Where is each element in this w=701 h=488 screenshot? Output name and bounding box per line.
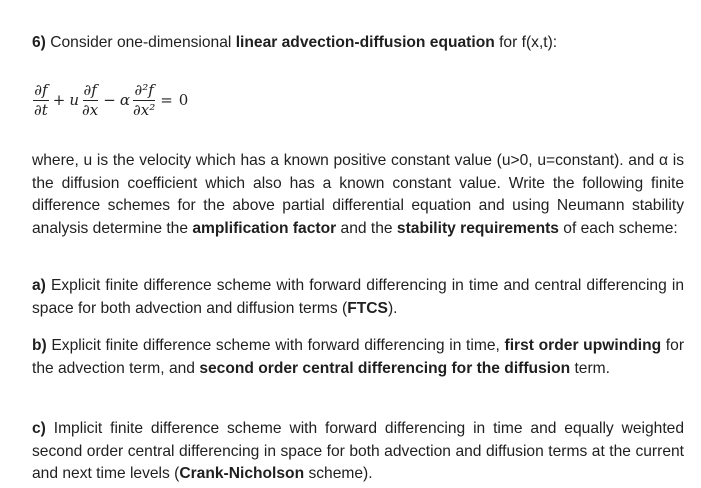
crank-nicholson-term: Crank-Nicholson <box>179 465 305 482</box>
question-intro <box>32 32 684 55</box>
part-a: a) Explicit finite difference scheme with forward differencing in time and central differencing in space for both advection and diffusion terms (FTCS). <box>32 277 684 317</box>
part-b-label: b) <box>32 337 47 354</box>
equation-rhs: 0 <box>178 91 189 109</box>
part-b: b) Explicit finite difference scheme with forward differencing in time, first order upwinding for the advection term, and second order central differencing for the diffusion term. <box>32 337 685 377</box>
advection-diffusion-equation <box>32 76 191 124</box>
alpha-symbol: α <box>119 91 130 109</box>
central-differencing-term: second order central differencing for the diffusion <box>199 359 571 377</box>
question-number: 6) <box>32 34 46 51</box>
upwinding-term: first order upwinding <box>504 337 662 354</box>
problem-description: where, u is the velocity which has a known positive constant value (u>0, u=constant). and α is the diffusion coefficient which also has a known constant value. Write the following finite difference schemes for the above partial differential equation and using Neumann stability analysis determine the amplification factor and the stability requirements of each scheme: <box>32 152 684 237</box>
stability-requirements-term: stability requirements <box>396 219 559 237</box>
minus-sign: − <box>103 91 116 109</box>
ftcs-term: FTCS <box>347 299 388 317</box>
second-space-derivative: $\frac{\text{∂²f}}{\text{∂x²}}$ <box>132 80 156 119</box>
question-text-end: for f(x,t): <box>494 34 558 51</box>
equation-name: linear advection-diffusion equation <box>235 34 495 51</box>
part-a-label: a) <box>32 277 46 294</box>
time-derivative: $\frac{\partial f}{\partial t}$ <box>34 80 48 119</box>
part-c: c) Implicit finite difference scheme with forward differencing in time and equally weighted second order central differencing in space for both advection and diffusion terms at the current and next time levels (Crank-Nicholson scheme). <box>32 420 684 482</box>
space-derivative: $\frac{\partial f}{\partial x}$ <box>82 80 99 119</box>
part-c-label: c) <box>32 420 46 437</box>
equals-sign: = <box>160 91 173 109</box>
amplification-factor-term: amplification factor <box>192 219 337 237</box>
velocity-symbol: u <box>69 91 80 109</box>
plus-sign: + <box>52 91 66 109</box>
question-text: Consider one-dimensional <box>45 34 236 51</box>
